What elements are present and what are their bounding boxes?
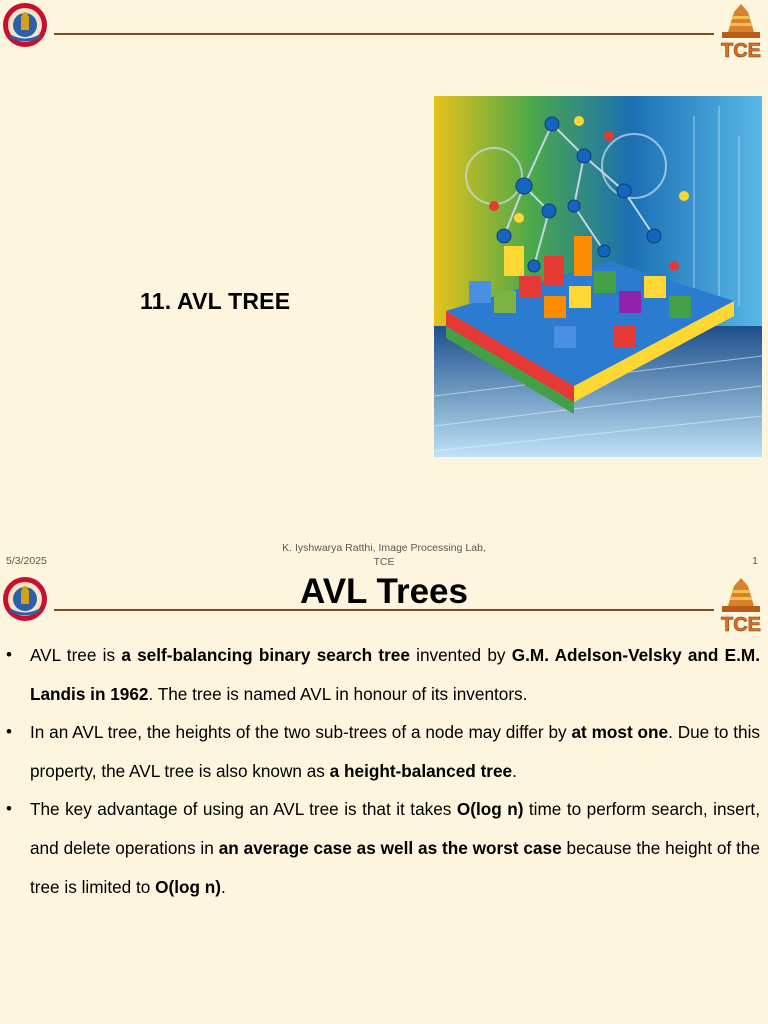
bullet-list (0, 636, 768, 906)
slide-title: AVL Trees (300, 574, 468, 611)
bullet-bold-text: an average case as well as the worst case (218, 837, 562, 858)
bullet-text: . (512, 760, 517, 781)
tce-temple-logo (714, 2, 768, 60)
bullet-item (0, 790, 768, 906)
footer-author (268, 541, 500, 569)
bullet-dot: • (6, 799, 12, 819)
bullet-dot: • (6, 722, 12, 742)
bullet-item (0, 713, 768, 790)
bullet-text: The key advantage of using an AVL tree is that it takes (30, 799, 457, 820)
bullet-text: time to perform search, insert, and delete operations in (30, 799, 760, 858)
tree-network-illustration (434, 96, 762, 457)
bullet-bold-text: a self-balancing binary search tree (121, 645, 410, 665)
bullet-bold-text: G.M. Adelson-Velsky and E.M. Landis in 1962 (30, 645, 760, 704)
tce-logo-text: TCE (721, 40, 761, 60)
bullet-text: In an AVL tree, the heights of the two sub-trees of a node may differ by (30, 722, 572, 743)
bullet-text: AVL tree is (30, 645, 122, 665)
bullet-text: . The tree is named AVL in honour of its inventors. (148, 683, 528, 704)
slide-2 (0, 574, 768, 1024)
slide-title: 11. AVL TREE (140, 288, 291, 314)
bullet-bold-text: O(log n) (155, 876, 222, 897)
bullet-text: . Due to this property, the AVL tree is also known as (30, 722, 760, 781)
bullet-bold-text: O(log n) (456, 799, 524, 820)
bullet-dot: • (6, 645, 12, 664)
bullet-bold-text: at most one (571, 722, 669, 743)
header-rule (54, 33, 714, 35)
bullet-text: invented by (409, 645, 512, 665)
bullet-text: because the height of the tree is limited to (30, 837, 761, 897)
footer-date: 5/3/2025 (6, 555, 47, 567)
bullet-item (0, 636, 768, 713)
bullet-bold-text: a height-balanced tree (329, 760, 513, 781)
college-seal-logo (2, 2, 48, 48)
footer-org-line: TCE (373, 556, 395, 568)
bullet-text: . (221, 876, 226, 897)
tce-logo-text: TCE (721, 614, 761, 634)
footer-page-number: 1 (752, 555, 758, 567)
footer-author-line: K. Iyshwarya Ratthi, Image Processing Lab, (282, 542, 486, 554)
